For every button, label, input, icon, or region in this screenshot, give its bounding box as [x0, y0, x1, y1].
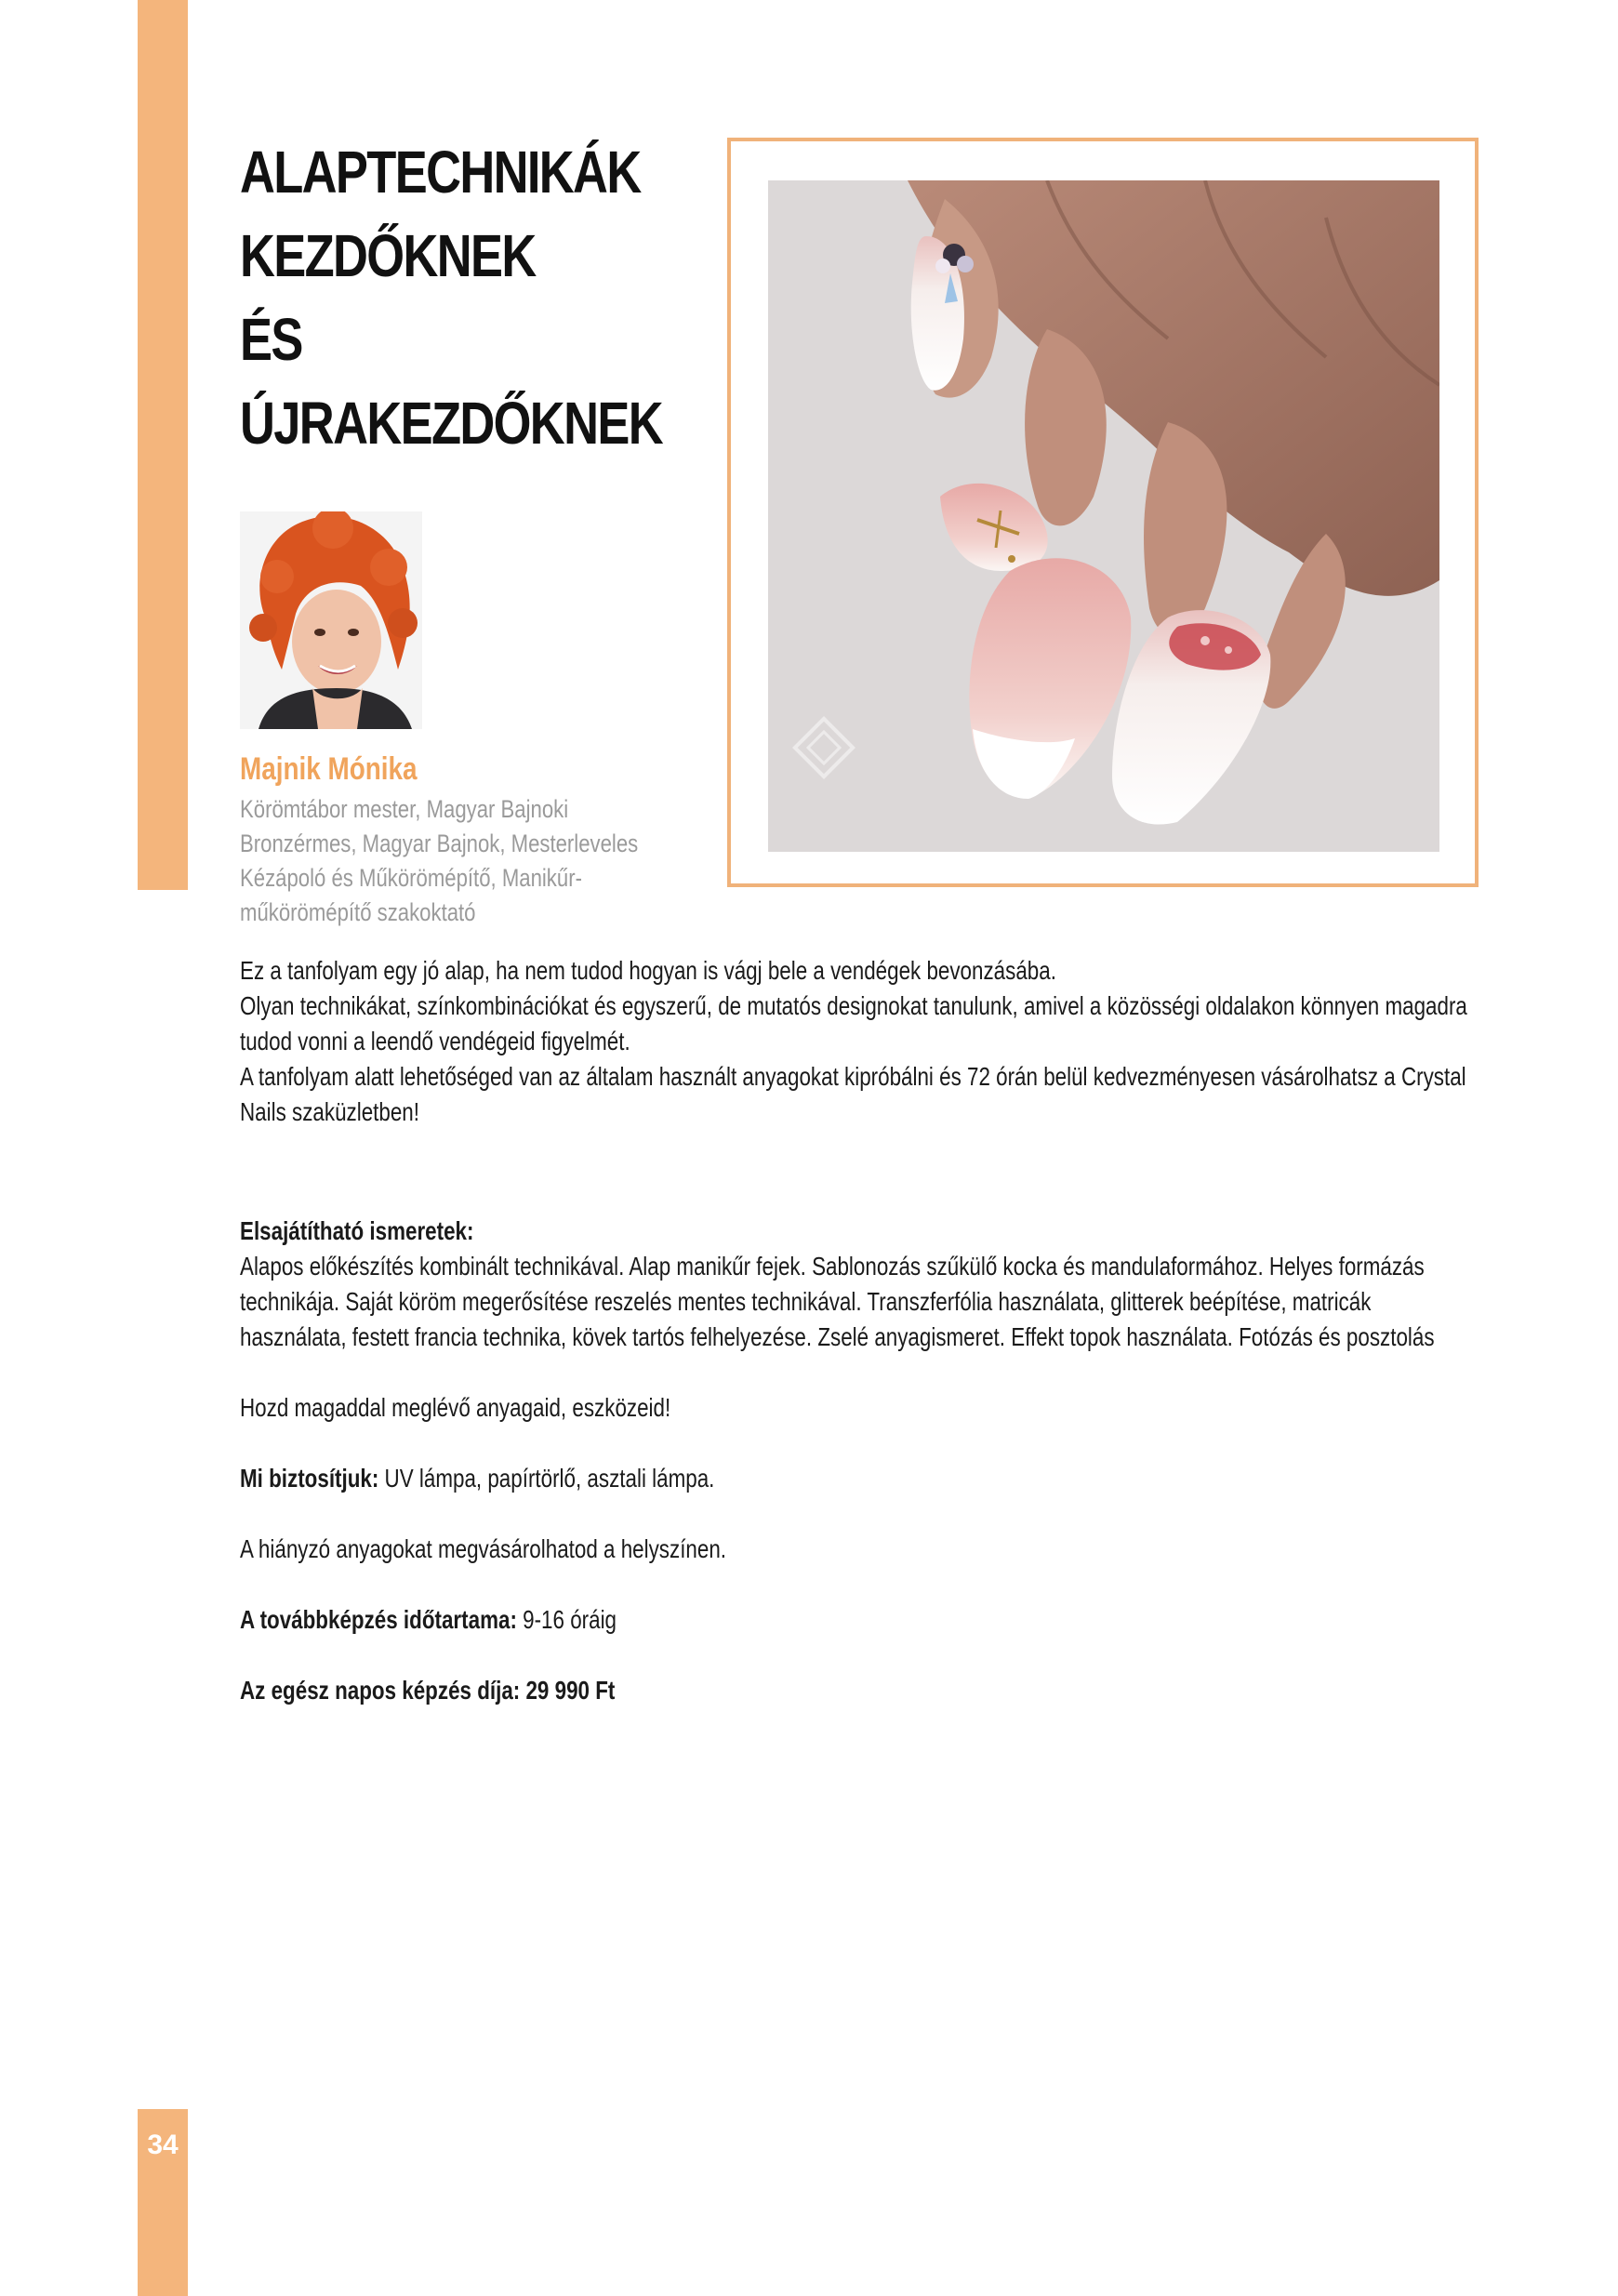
- price-label: Az egész napos képzés díja: 29 990 Ft: [240, 1676, 616, 1705]
- provided-text: [240, 1461, 1477, 1496]
- duration-value: 9-16 óráig: [516, 1605, 617, 1634]
- author-name: Majnik Mónika: [240, 751, 418, 787]
- page-title: [240, 130, 662, 465]
- title-line-2: KEZDŐKNEK ÉS: [240, 222, 536, 373]
- skills-text: Alapos előkészítés kombinált technikával. Alap manikűr fejek. Sablonozás szűkülő kocka és mandulaformához. Helyes formázás technikája. Saját köröm megerősítése reszelés mentes technikával. Transzferfólia használata, glitterek beépítése, matricák használata, festett francia technika, kövek tartós felhelyezése. Zselé anyagismeret. Effekt topok használata. Fotózás és posztolás: [240, 1252, 1435, 1351]
- title-line-3: ÚJRAKEZDŐKNEK: [240, 390, 662, 457]
- skills-heading: Elsajátítható ismeretek:: [240, 1216, 474, 1245]
- missing-block: [240, 1532, 1477, 1567]
- provided-block: [240, 1461, 1477, 1496]
- provided-value: UV lámpa, papírtörlő, asztali lámpa.: [378, 1464, 715, 1493]
- bring-text: Hozd magaddal meglévő anyagaid, eszközeid!: [240, 1393, 671, 1422]
- intro-block: [240, 953, 1477, 1130]
- author-bio: Körömtábor mester, Magyar Bajnoki Bronzérmes, Magyar Bajnok, Mesterleveles Kézápoló és Műkörömépítő, Manikűr-műkörömépítő szakoktató: [240, 795, 639, 926]
- nail-illustration: [768, 180, 1439, 852]
- provided-label: Mi biztosítjuk:: [240, 1464, 379, 1493]
- price-block: [240, 1673, 1477, 1708]
- duration-block: [240, 1602, 1477, 1638]
- price-text: [240, 1673, 1477, 1708]
- portrait-illustration: [240, 511, 422, 729]
- skills-block: [240, 1214, 1477, 1355]
- intro-paragraph-2: Olyan technikákat, színkombinációkat és egyszerű, de mutatós designokat tanulunk, amivel a közösségi oldalakon könnyen magadra tudod vonni a leendő vendégeid figyelmét.: [240, 991, 1467, 1055]
- missing-text: A hiányzó anyagokat megvásárolhatod a helyszínen.: [240, 1534, 727, 1563]
- title-line-1: ALAPTECHNIKÁK: [240, 139, 641, 206]
- duration-label: A továbbképzés időtartama:: [240, 1605, 517, 1634]
- nail-art-photo: [768, 180, 1439, 852]
- intro-paragraph-3: A tanfolyam alatt lehetőséged van az általam használt anyagokat kipróbálni és 72 órán belül kedvezményesen vásárolhatsz a Crystal Nails szaküzletben!: [240, 1062, 1466, 1126]
- author-portrait: [240, 511, 422, 729]
- accent-bar-top: [138, 0, 188, 890]
- intro-paragraph-1: Ez a tanfolyam egy jó alap, ha nem tudod hogyan is vágj bele a vendégek bevonzásába.: [240, 956, 1056, 985]
- course-description: [240, 953, 1477, 1744]
- page-number: 34: [147, 2130, 179, 2160]
- bring-block: [240, 1390, 1477, 1426]
- duration-text: [240, 1602, 1477, 1638]
- nail-photo-frame: [727, 138, 1479, 887]
